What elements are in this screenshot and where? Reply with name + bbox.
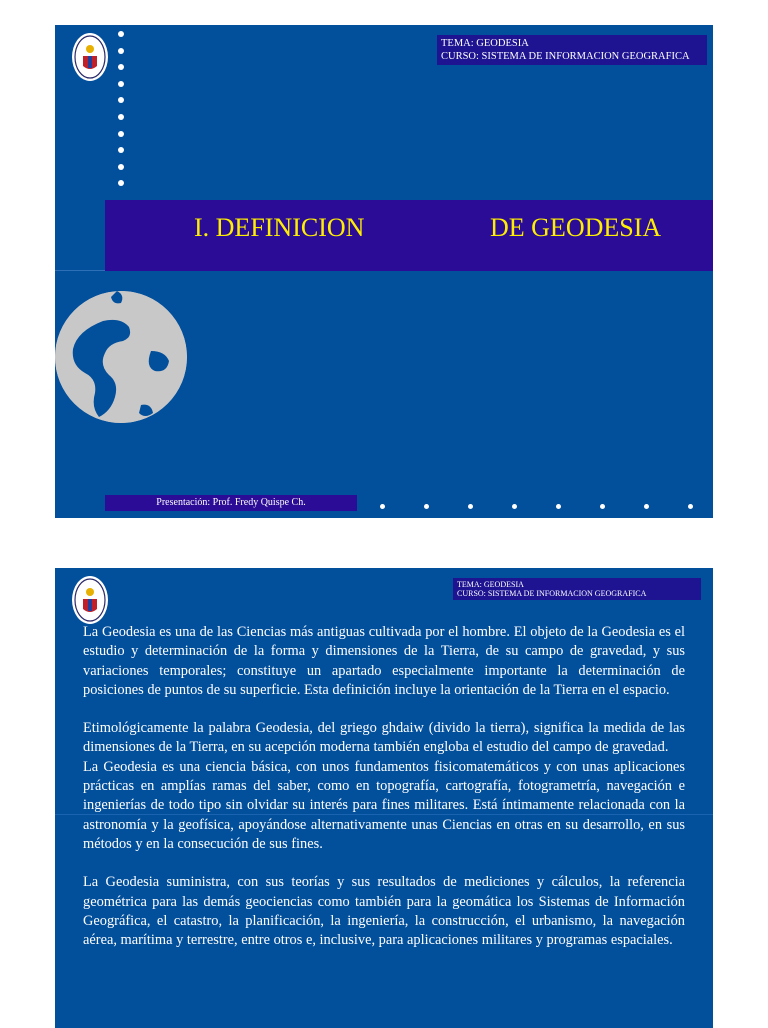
course-line: CURSO: SISTEMA DE INFORMACION GEOGRAFICA — [441, 51, 690, 62]
paragraph-2: Etimológicamente la palabra Geodesia, del griego ghdaiw (divido la tierra), significa la medida de las dimensiones de la Tierra, en su acepción moderna también engloba el estudio del campo de gravedad. — [83, 720, 685, 756]
divider-line — [55, 270, 105, 271]
title-right: DE GEODESIA — [490, 213, 662, 242]
body-text — [83, 623, 685, 950]
title-bar — [105, 200, 713, 271]
paragraph-3: La Geodesia es una ciencia básica, con unos fundamentos fisicomatemáticos y con unas aplicaciones prácticas en amplías ramas del saber, como en topografía, cartografía, fotogrametría, navegación e ingenierías de todo tipo sin olvidar su interés para fines militares. Está íntimamente relacionada con la astronomía y la geofísica, apoyándose alternativamente unas Ciencias en otras en su desarrollo, en sus métodos y en la consecución de sus fines. — [83, 758, 685, 852]
presenter-box: Presentación: Prof. Fredy Quispe Ch. — [105, 495, 357, 511]
vertical-dot-decoration — [118, 31, 124, 197]
globe-icon — [55, 287, 195, 427]
definition-slide — [55, 568, 713, 1028]
university-seal-icon — [71, 575, 109, 625]
university-seal-icon — [71, 32, 109, 82]
title-slide — [55, 25, 713, 518]
topic-course-box — [453, 578, 701, 600]
topic-line: TEMA: GEODESIA — [457, 580, 524, 589]
topic-course-box — [437, 35, 707, 65]
topic-line: TEMA: GEODESIA — [441, 38, 529, 49]
paragraph-1: La Geodesia es una de las Ciencias más antiguas cultivada por el hombre. El objeto de la Geodesia es el estudio y determinación de la forma y dimensiones de la Tierra, de su campo de gravedad, y sus variaciones temporales; constituye un apartado especialmente importante la determinación de posiciones de puntos de su superficie. Esta definición incluye la orientación de la Tierra en el espacio. — [83, 624, 685, 698]
course-line: CURSO: SISTEMA DE INFORMACION GEOGRAFICA — [457, 589, 647, 598]
paragraph-4: La Geodesia suministra, con sus teorías y sus resultados de mediciones y cálculos, la referencia geométrica para las demás geociencias como también para la geomática los Sistemas de Información Geográfica, el catastro, la planificación, la ingeniería, la construcción, el urbanismo, la navegación aérea, marítima y terrestre, entre otros e, inclusive, para aplicaciones militares y programas espaciales. — [83, 874, 685, 949]
title-left: I. DEFINICION — [194, 213, 365, 242]
